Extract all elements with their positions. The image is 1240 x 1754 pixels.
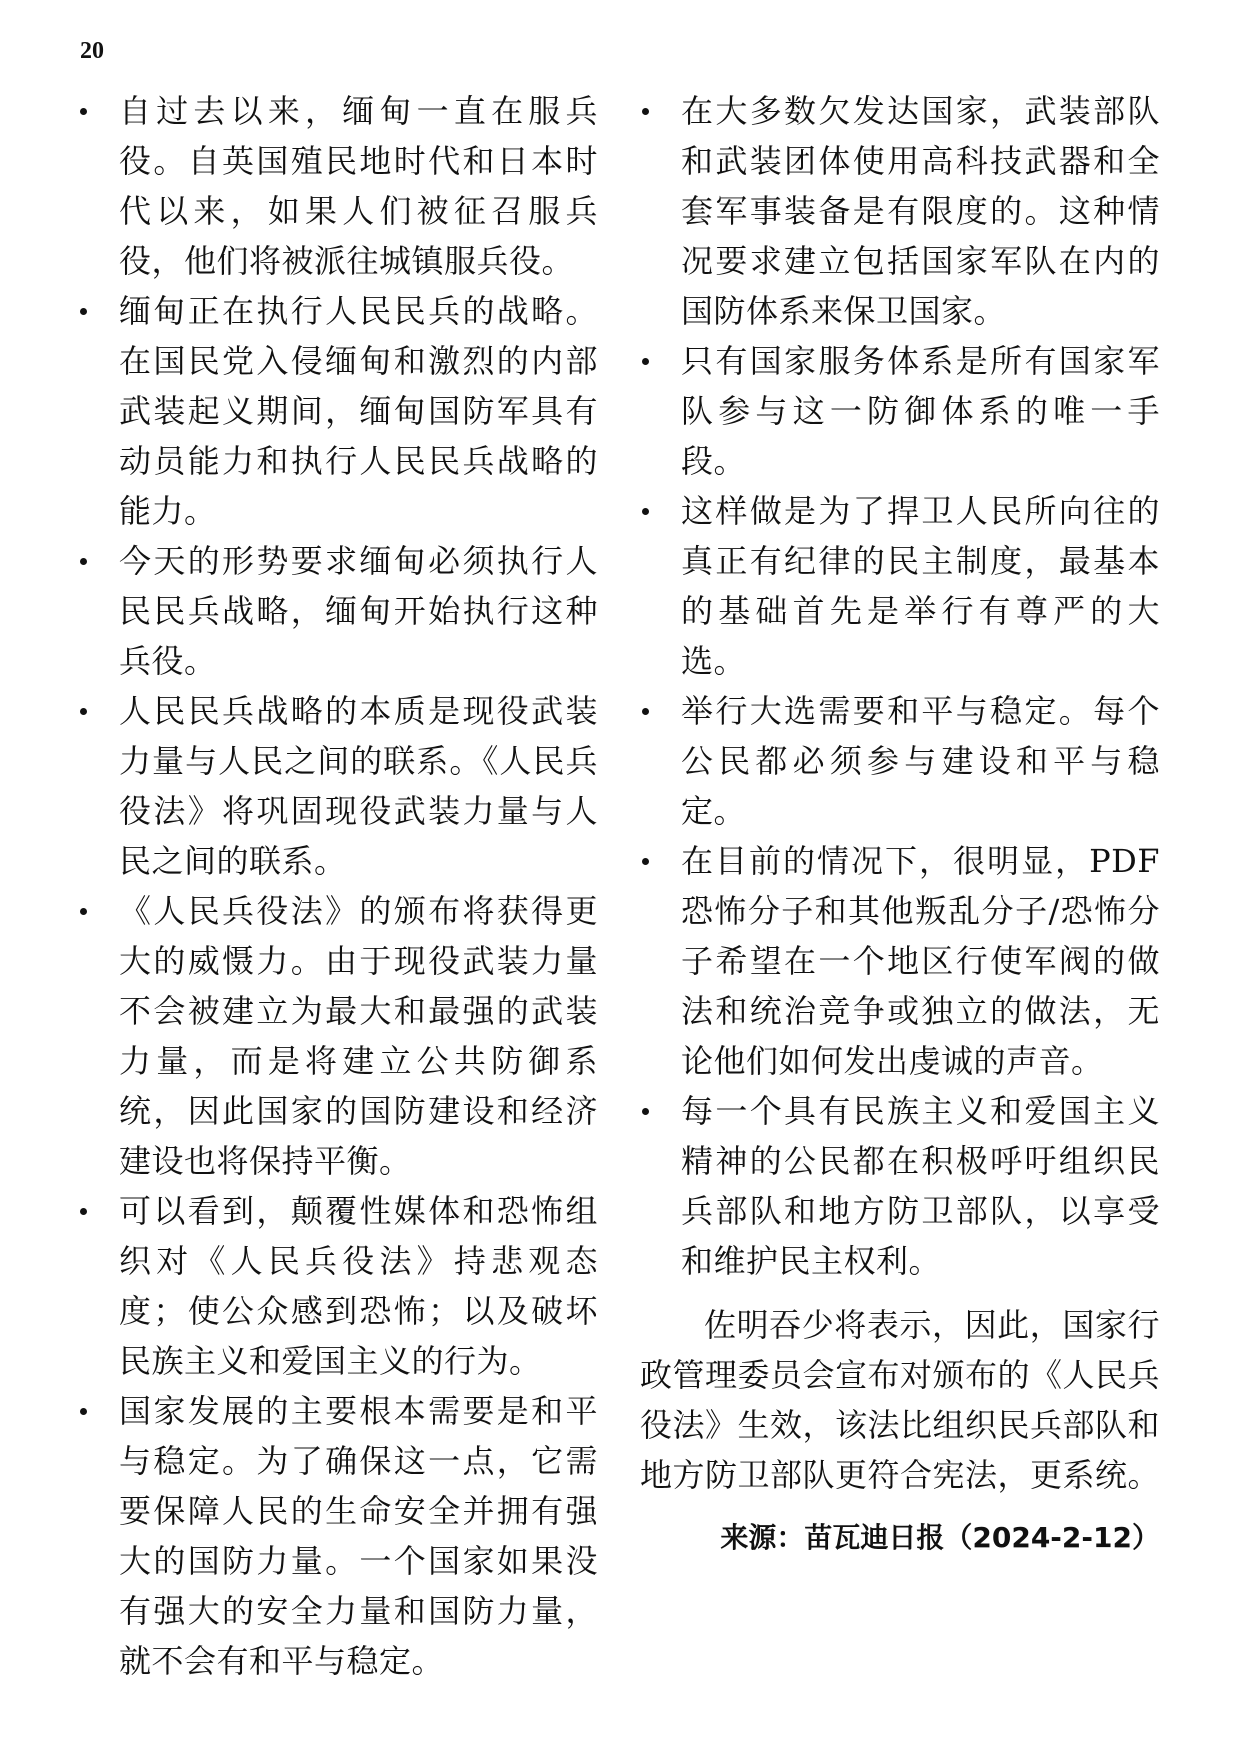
bullet-icon (80, 108, 87, 115)
bullet-icon (642, 858, 649, 865)
bullet-icon (80, 558, 87, 565)
list-item-text: 国家发展的主要根本需要是和平与稳定。为了确保这一点，它需要保障人民的生命安全并拥有强大的国防力量。一个国家如果没有强大的安全力量和国防力量，就不会有和平与稳定。 (119, 1392, 598, 1680)
bullet-icon (80, 1208, 87, 1215)
bullet-icon (642, 358, 649, 365)
list-item-text: 举行大选需要和平与稳定。每个公民都必须参与建设和平与稳定。 (681, 692, 1160, 830)
bullet-icon (642, 1108, 649, 1115)
list-item (78, 86, 598, 286)
left-column (78, 86, 638, 1686)
source-citation: 来源：苗瓦迪日报（2024-2-12） (720, 1521, 1160, 1554)
list-item-text: 每一个具有民族主义和爱国主义精神的公民都在积极呼吁组织民兵部队和地方防卫部队，以享受和维护民主权利。 (681, 1092, 1160, 1280)
bullet-icon (80, 708, 87, 715)
right-bullet-list (640, 86, 1200, 1286)
list-item (640, 686, 1160, 836)
list-item-text: 自过去以来，缅甸一直在服兵役。自英国殖民地时代和日本时代以来，如果人们被征召服兵役，他们将被派往城镇服兵役。 (119, 92, 598, 280)
list-item (640, 836, 1160, 1086)
list-item (640, 486, 1160, 686)
list-item (78, 286, 598, 536)
list-item-text: 这样做是为了捍卫人民所向往的真正有纪律的民主制度，最基本的基础首先是举行有尊严的大选。 (681, 492, 1160, 680)
list-item (78, 1186, 598, 1386)
list-item (78, 1386, 598, 1686)
left-bullet-list (78, 86, 638, 1686)
bullet-icon (80, 1408, 87, 1415)
list-item-text: 人民民兵战略的本质是现役武装力量与人民之间的联系。《人民兵役法》将巩固现役武装力量与人民之间的联系。 (119, 692, 598, 880)
list-item-text: 缅甸正在执行人民民兵的战略。在国民党入侵缅甸和激烈的内部武装起义期间，缅甸国防军具有动员能力和执行人民民兵战略的能力。 (119, 292, 598, 530)
bullet-icon (80, 308, 87, 315)
closing-paragraph: 佐明吞少将表示，因此，国家行政管理委员会宣布对颁布的《人民兵役法》生效，该法比组织民兵部队和地方防卫部队更符合宪法，更系统。 (640, 1306, 1161, 1494)
bullet-icon (642, 708, 649, 715)
list-item-text: 可以看到，颠覆性媒体和恐怖组织对《人民兵役法》持悲观态度；使公众感到恐怖；以及破坏民族主义和爱国主义的行为。 (119, 1192, 598, 1380)
list-item (78, 686, 598, 886)
list-item (640, 86, 1160, 336)
list-item (78, 886, 598, 1186)
list-item (640, 1086, 1160, 1286)
page-number: 20 (80, 38, 104, 64)
list-item-text: 今天的形势要求缅甸必须执行人民民兵战略，缅甸开始执行这种兵役。 (119, 542, 598, 680)
list-item-text: 在目前的情况下，很明显，PDF恐怖分子和其他叛乱分子/恐怖分子希望在一个地区行使军阀的做法和统治竞争或独立的做法，无论他们如何发出虔诚的声音。 (681, 842, 1160, 1080)
bullet-icon (80, 908, 87, 915)
list-item (640, 336, 1160, 486)
list-item-text: 只有国家服务体系是所有国家军队参与这一防御体系的唯一手段。 (681, 342, 1160, 480)
list-item-text: 《人民兵役法》的颁布将获得更大的威慑力。由于现役武装力量不会被建立为最大和最强的武装力量，而是将建立公共防御系统，因此国家的国防建设和经济建设也将保持平衡。 (119, 892, 598, 1180)
list-item-text: 在大多数欠发达国家，武装部队和武装团体使用高科技武器和全套军事装备是有限度的。这种情况要求建立包括国家军队在内的国防体系来保卫国家。 (681, 92, 1160, 330)
right-column (640, 86, 1200, 1558)
bullet-icon (642, 108, 649, 115)
list-item (78, 536, 598, 686)
bullet-icon (642, 508, 649, 515)
